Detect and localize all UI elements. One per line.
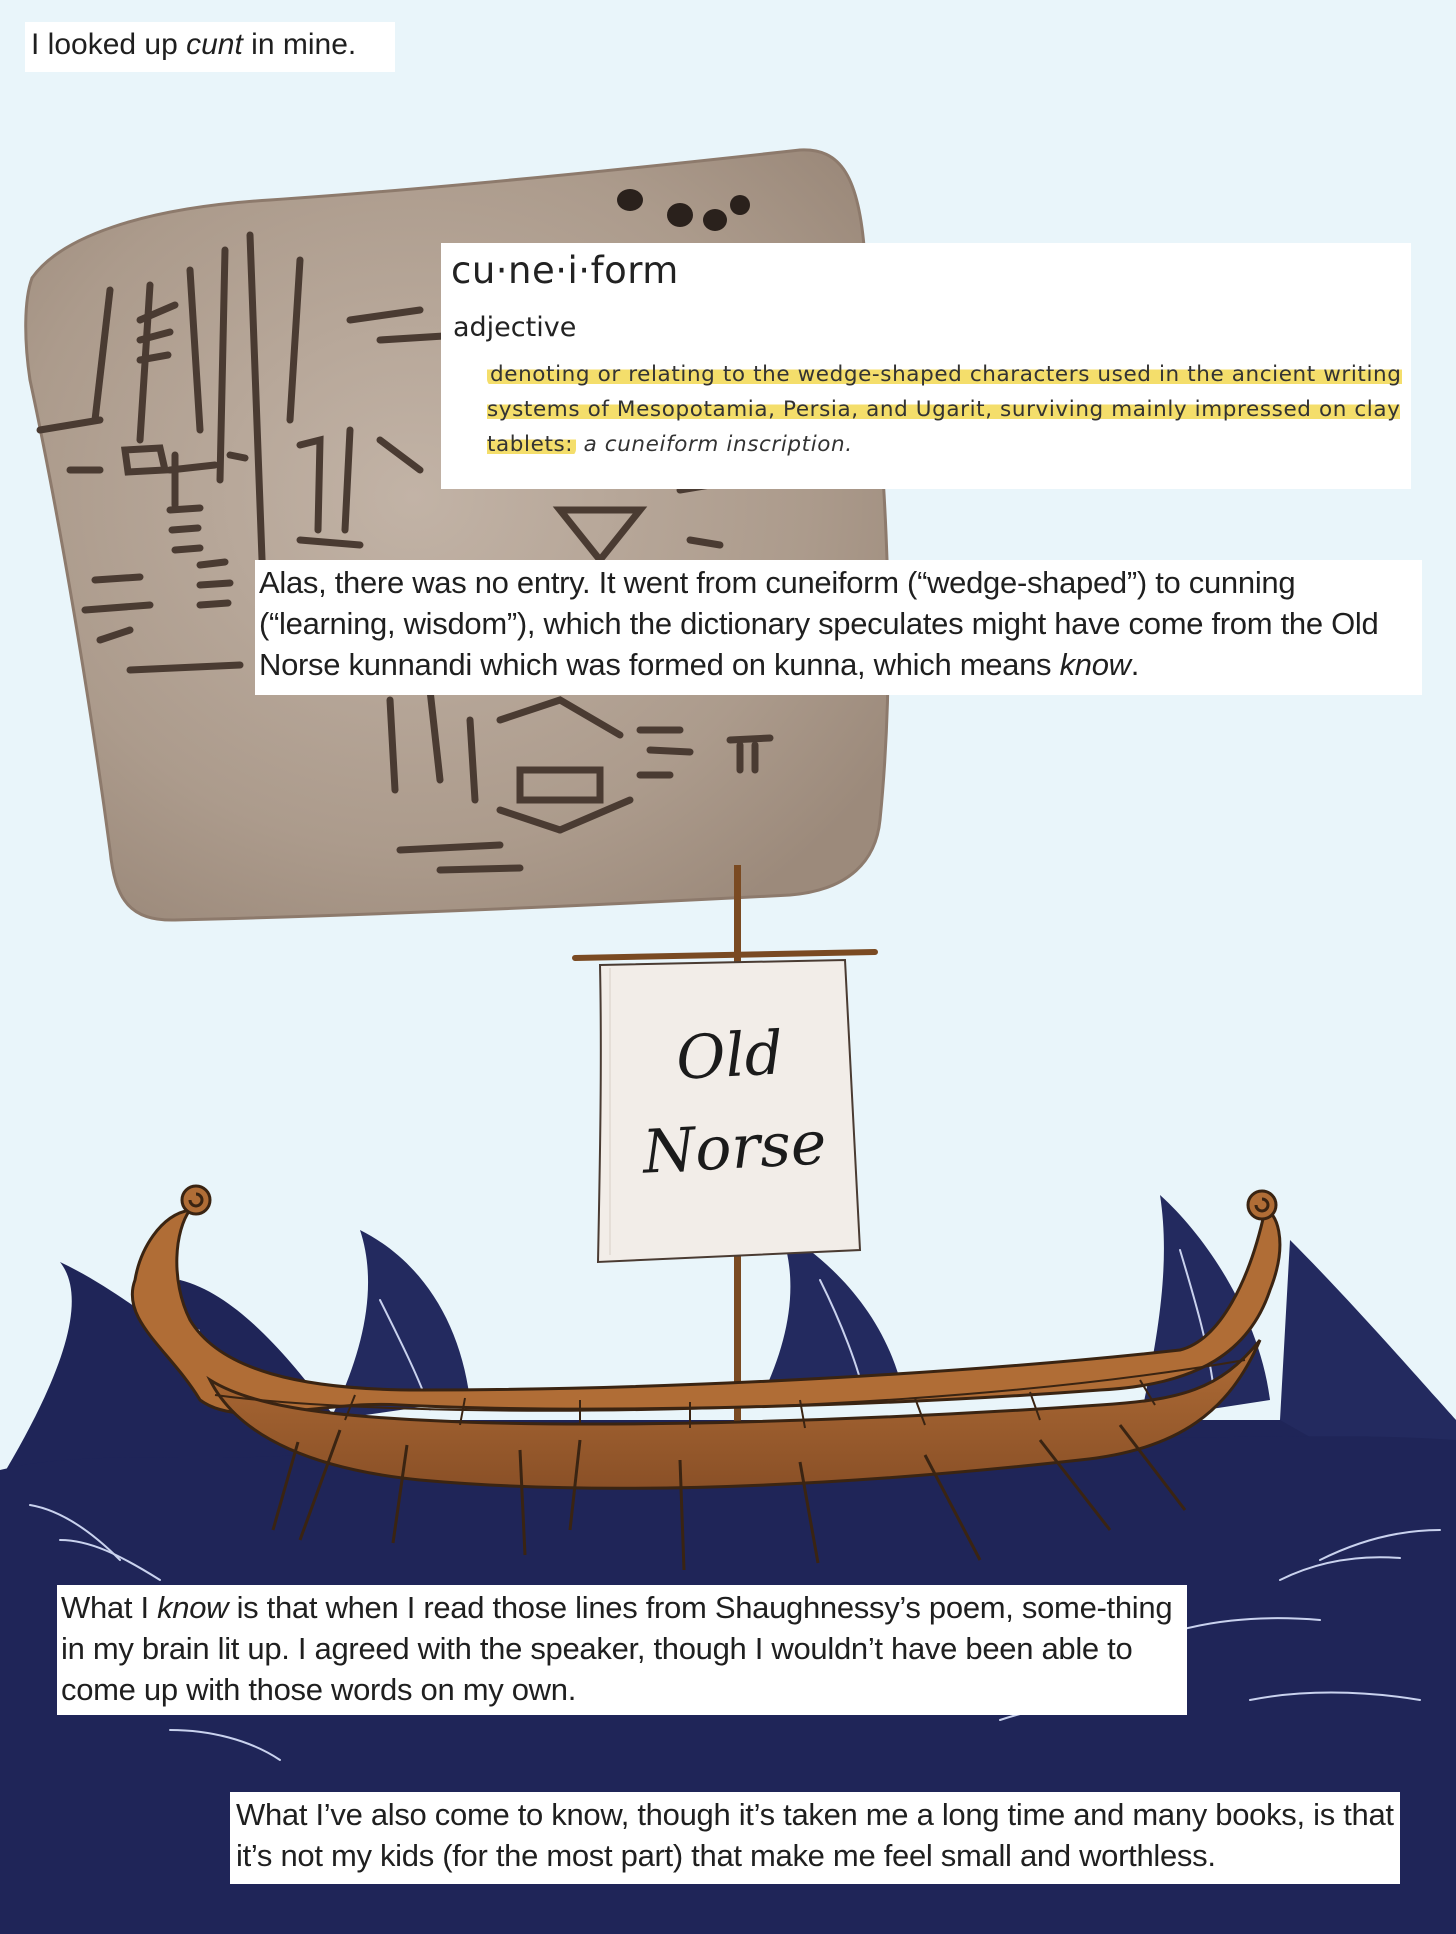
brain-text-after: is that when I read those lines from Shaughnessy’s poem, some-thing in my brain lit up. I agreed with the speaker, though I wouldn’t have been able to come up with those words on my own. [61, 1590, 1173, 1707]
highlighted-definition: denoting or relating to the wedge-shaped characters used in the ancient writing systems of Mesopotamia, Persia, and Ugarit, surviving mainly impressed on clay tablets: [487, 362, 1402, 457]
dictionary-definition [487, 357, 1411, 462]
dictionary-part-of-speech: adjective [453, 312, 577, 343]
dictionary-entry [441, 243, 1411, 489]
entry-text-after: . [1130, 647, 1140, 682]
intro-text-before: I looked up [31, 28, 187, 61]
brain-emphasis: know [157, 1590, 229, 1625]
closing-caption [230, 1792, 1400, 1884]
entry-emphasis: know [1059, 647, 1131, 682]
intro-text-after: in mine. [242, 28, 357, 61]
dictionary-headword: cu·ne·i·form [451, 249, 679, 292]
sail-lettering [620, 1005, 845, 1216]
entry-text-before: Alas, there was no entry. It went from cuneiform (“wedge-shaped”) to cunning (“learning, wisdom”), which the dictionary speculates might have come from the Old Norse kunnandi which was formed on kunna, which means [259, 565, 1379, 682]
no-entry-caption [255, 560, 1422, 695]
brain-caption [57, 1585, 1187, 1715]
intro-emphasis: cunt [186, 28, 243, 61]
sail-lettering-text: Old Norse [640, 1018, 828, 1188]
brain-text-before: What I [61, 1590, 158, 1625]
closing-text: What I’ve also come to know, though it’s taken me a long time and many books, is that it’s not my kids (for the most part) that make me feel small and worthless. [236, 1797, 1394, 1873]
dictionary-example: a cuneiform inscription. [583, 432, 853, 457]
intro-caption [25, 22, 395, 72]
